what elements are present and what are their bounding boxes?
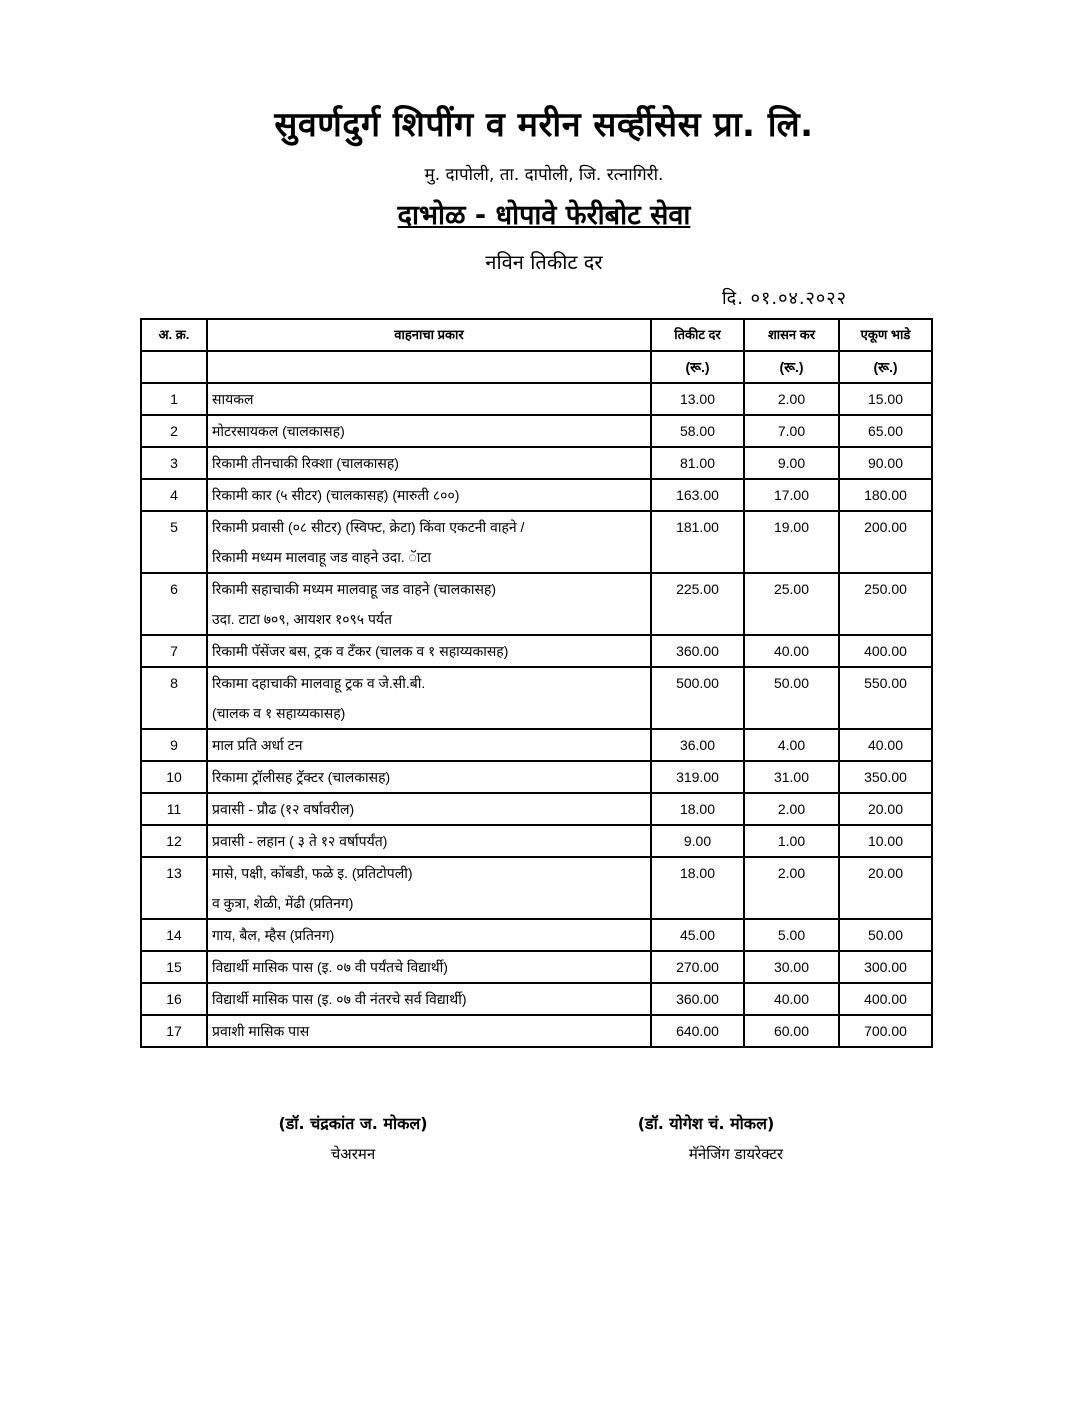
table-row xyxy=(141,415,932,447)
vehicle-type-line: रिकामी सहाचाकी मध्यम मालवाहू जड वाहने (चालकासह) xyxy=(212,581,497,597)
vehicle-type-line: प्रवाशी मासिक पास xyxy=(212,1023,310,1039)
govt-tax-cell: 2.00 xyxy=(744,857,839,919)
vehicle-type-cell xyxy=(207,383,651,415)
table-row xyxy=(141,951,932,983)
govt-tax-cell: 40.00 xyxy=(744,635,839,667)
col-header-ticket-rate: तिकीट दर xyxy=(651,319,744,351)
table-row xyxy=(141,667,932,729)
total-fare-cell: 10.00 xyxy=(839,825,932,857)
vehicle-type-cell xyxy=(207,951,651,983)
govt-tax-cell: 9.00 xyxy=(744,447,839,479)
table-row xyxy=(141,383,932,415)
serial-number-cell: 6 xyxy=(141,573,207,635)
total-fare-cell: 200.00 xyxy=(839,511,932,573)
vehicle-type-line: (चालक व १ सहाय्यकासह) xyxy=(212,705,346,721)
table-row xyxy=(141,825,932,857)
total-fare-cell: 350.00 xyxy=(839,761,932,793)
ticket-rate-cell: 58.00 xyxy=(651,415,744,447)
total-fare-cell: 20.00 xyxy=(839,793,932,825)
ticket-rate-cell: 18.00 xyxy=(651,857,744,919)
govt-tax-cell: 30.00 xyxy=(744,951,839,983)
ticket-rate-cell: 319.00 xyxy=(651,761,744,793)
vehicle-type-line: उदा. टाटा ७०९, आयशर १०९५ पर्यत xyxy=(212,611,393,627)
total-fare-cell: 250.00 xyxy=(839,573,932,635)
vehicle-type-cell xyxy=(207,793,651,825)
ticket-rate-cell: 45.00 xyxy=(651,919,744,951)
document-subtitle: नविन तिकीट दर xyxy=(485,250,603,274)
vehicle-type-line: रिकामी पॅसेंजर बस, ट्रक व टॅंकर (चालक व १ सहाय्यकासह) xyxy=(212,643,509,659)
ticket-rate-cell: 500.00 xyxy=(651,667,744,729)
total-fare-cell: 50.00 xyxy=(839,919,932,951)
vehicle-type-line: सायकल xyxy=(212,391,254,407)
signatory-role: चेअरमन xyxy=(330,1145,376,1163)
total-fare-cell: 300.00 xyxy=(839,951,932,983)
vehicle-type-line: गाय, बैल, म्हैस (प्रतिनग) xyxy=(212,927,335,943)
serial-number-cell: 13 xyxy=(141,857,207,919)
ticket-rate-cell: 13.00 xyxy=(651,383,744,415)
signatory-name: (डॉ. योगेश चं. मोकल) xyxy=(637,1114,775,1133)
serial-number-cell: 8 xyxy=(141,667,207,729)
table-row xyxy=(141,793,932,825)
col-header-govt-tax: शासन कर xyxy=(744,319,839,351)
ticket-rate-cell: 163.00 xyxy=(651,479,744,511)
company-address: मु. दापोली, ता. दापोली, जि. रत्नागिरी. xyxy=(424,165,664,185)
total-fare-cell: 15.00 xyxy=(839,383,932,415)
vehicle-type-cell xyxy=(207,573,651,635)
vehicle-type-line: रिकामी तीनचाकी रिक्शा (चालकासह) xyxy=(212,455,399,471)
govt-tax-cell: 60.00 xyxy=(744,1015,839,1047)
govt-tax-cell: 40.00 xyxy=(744,983,839,1015)
total-fare-cell: 20.00 xyxy=(839,857,932,919)
vehicle-type-line: मोटरसायकल (चालकासह) xyxy=(212,423,345,439)
ticket-rate-cell: 181.00 xyxy=(651,511,744,573)
unit-cell: (रू.) xyxy=(651,351,744,383)
govt-tax-cell: 19.00 xyxy=(744,511,839,573)
ticket-rate-cell: 640.00 xyxy=(651,1015,744,1047)
company-name: सुवर्णदुर्ग शिपींग व मरीन सर्व्हीसेस प्रा. लि. xyxy=(274,105,814,145)
serial-number-cell: 3 xyxy=(141,447,207,479)
table-row xyxy=(141,919,932,951)
table-row xyxy=(141,729,932,761)
total-fare-cell: 400.00 xyxy=(839,635,932,667)
service-title: दाभोळ - धोपावे फेरीबोट सेवा xyxy=(397,200,691,231)
vehicle-type-line: रिकामी प्रवासी (०८ सीटर) (स्विफ्ट, क्रेटा) किंवा एकटनी वाहने / xyxy=(212,519,525,535)
vehicle-type-cell xyxy=(207,729,651,761)
signature-chairman xyxy=(248,1112,458,1164)
vehicle-type-line: मासे, पक्षी, कोंबडी, फळे इ. (प्रतिटोपली) xyxy=(212,865,413,881)
vehicle-type-cell xyxy=(207,919,651,951)
total-fare-cell: 180.00 xyxy=(839,479,932,511)
col-header-total-fare: एकूण भाडे xyxy=(839,319,932,351)
serial-number-cell: 4 xyxy=(141,479,207,511)
ticket-rate-cell: 360.00 xyxy=(651,635,744,667)
serial-number-cell: 1 xyxy=(141,383,207,415)
vehicle-type-line: विद्यार्थी मासिक पास (इ. ०७ वी पर्यंतचे विद्यार्थी) xyxy=(212,959,448,975)
vehicle-type-cell xyxy=(207,635,651,667)
unit-cell-empty xyxy=(141,351,207,383)
govt-tax-cell: 25.00 xyxy=(744,573,839,635)
ticket-rate-cell: 9.00 xyxy=(651,825,744,857)
serial-number-cell: 7 xyxy=(141,635,207,667)
vehicle-type-cell xyxy=(207,983,651,1015)
table-row xyxy=(141,857,932,919)
total-fare-cell: 550.00 xyxy=(839,667,932,729)
tariff-table xyxy=(140,318,933,1048)
total-fare-cell: 90.00 xyxy=(839,447,932,479)
vehicle-type-cell xyxy=(207,511,651,573)
ticket-rate-cell: 81.00 xyxy=(651,447,744,479)
table-row xyxy=(141,983,932,1015)
total-fare-cell: 65.00 xyxy=(839,415,932,447)
tariff-body xyxy=(141,383,932,1047)
signatory-role: मॅनेजिंग डायरेक्टर xyxy=(688,1145,784,1163)
vehicle-type-line: प्रवासी - प्रौढ (१२ वर्षावरील) xyxy=(212,801,355,817)
table-row xyxy=(141,511,932,573)
vehicle-type-cell xyxy=(207,1015,651,1047)
table-row xyxy=(141,635,932,667)
vehicle-type-line: रिकामी मध्यम मालवाहू जड वाहने उदा. ॅाटा xyxy=(212,549,432,565)
col-header-vehicle-type: वाहनाचा प्रकार xyxy=(207,319,651,351)
unit-cell: (रू.) xyxy=(744,351,839,383)
document-date: दि. ०१.०४.२०२२ xyxy=(722,288,847,309)
serial-number-cell: 15 xyxy=(141,951,207,983)
vehicle-type-cell xyxy=(207,415,651,447)
govt-tax-cell: 7.00 xyxy=(744,415,839,447)
serial-number-cell: 10 xyxy=(141,761,207,793)
table-row xyxy=(141,447,932,479)
ticket-rate-cell: 360.00 xyxy=(651,983,744,1015)
govt-tax-cell: 50.00 xyxy=(744,667,839,729)
total-fare-cell: 400.00 xyxy=(839,983,932,1015)
vehicle-type-line: व कुत्रा, शेळी, मेंढी (प्रतिनग) xyxy=(212,895,354,911)
signatory-name: (डॉ. चंद्रकांत ज. मोकल) xyxy=(278,1114,428,1133)
vehicle-type-line: प्रवासी - लहान ( ३ ते १२ वर्षापर्यंत) xyxy=(212,833,388,849)
vehicle-type-cell xyxy=(207,667,651,729)
serial-number-cell: 12 xyxy=(141,825,207,857)
serial-number-cell: 9 xyxy=(141,729,207,761)
ticket-rate-cell: 36.00 xyxy=(651,729,744,761)
vehicle-type-cell xyxy=(207,447,651,479)
vehicle-type-line: विद्यार्थी मासिक पास (इ. ०७ वी नंतरचे सर्व विद्यार्थी) xyxy=(212,991,467,1007)
ticket-rate-cell: 18.00 xyxy=(651,793,744,825)
signature-managing-director xyxy=(606,1112,806,1164)
govt-tax-cell: 1.00 xyxy=(744,825,839,857)
govt-tax-cell: 17.00 xyxy=(744,479,839,511)
serial-number-cell: 17 xyxy=(141,1015,207,1047)
vehicle-type-cell xyxy=(207,825,651,857)
table-row xyxy=(141,573,932,635)
serial-number-cell: 2 xyxy=(141,415,207,447)
vehicle-type-cell xyxy=(207,479,651,511)
table-row xyxy=(141,479,932,511)
govt-tax-cell: 31.00 xyxy=(744,761,839,793)
table-unit-row xyxy=(141,351,932,383)
serial-number-cell: 16 xyxy=(141,983,207,1015)
ticket-rate-cell: 270.00 xyxy=(651,951,744,983)
table-row xyxy=(141,761,932,793)
vehicle-type-cell xyxy=(207,761,651,793)
serial-number-cell: 5 xyxy=(141,511,207,573)
vehicle-type-line: माल प्रति अर्धा टन xyxy=(212,737,303,753)
ticket-rate-cell: 225.00 xyxy=(651,573,744,635)
unit-cell: (रू.) xyxy=(839,351,932,383)
govt-tax-cell: 2.00 xyxy=(744,793,839,825)
govt-tax-cell: 5.00 xyxy=(744,919,839,951)
unit-cell-empty xyxy=(207,351,651,383)
vehicle-type-line: रिकामी कार (५ सीटर) (चालकासह) (मारुती ८००) xyxy=(212,487,460,503)
table-row xyxy=(141,1015,932,1047)
vehicle-type-cell xyxy=(207,857,651,919)
serial-number-cell: 14 xyxy=(141,919,207,951)
govt-tax-cell: 2.00 xyxy=(744,383,839,415)
serial-number-cell: 11 xyxy=(141,793,207,825)
govt-tax-cell: 4.00 xyxy=(744,729,839,761)
col-header-sr: अ. क्र. xyxy=(141,319,207,351)
vehicle-type-line: रिकामा दहाचाकी मालवाहू ट्रक व जे.सी.बी. xyxy=(212,675,426,691)
total-fare-cell: 700.00 xyxy=(839,1015,932,1047)
table-header-row xyxy=(141,319,932,351)
vehicle-type-line: रिकामा ट्रॉलीसह ट्रॅक्टर (चालकासह) xyxy=(212,769,391,785)
total-fare-cell: 40.00 xyxy=(839,729,932,761)
